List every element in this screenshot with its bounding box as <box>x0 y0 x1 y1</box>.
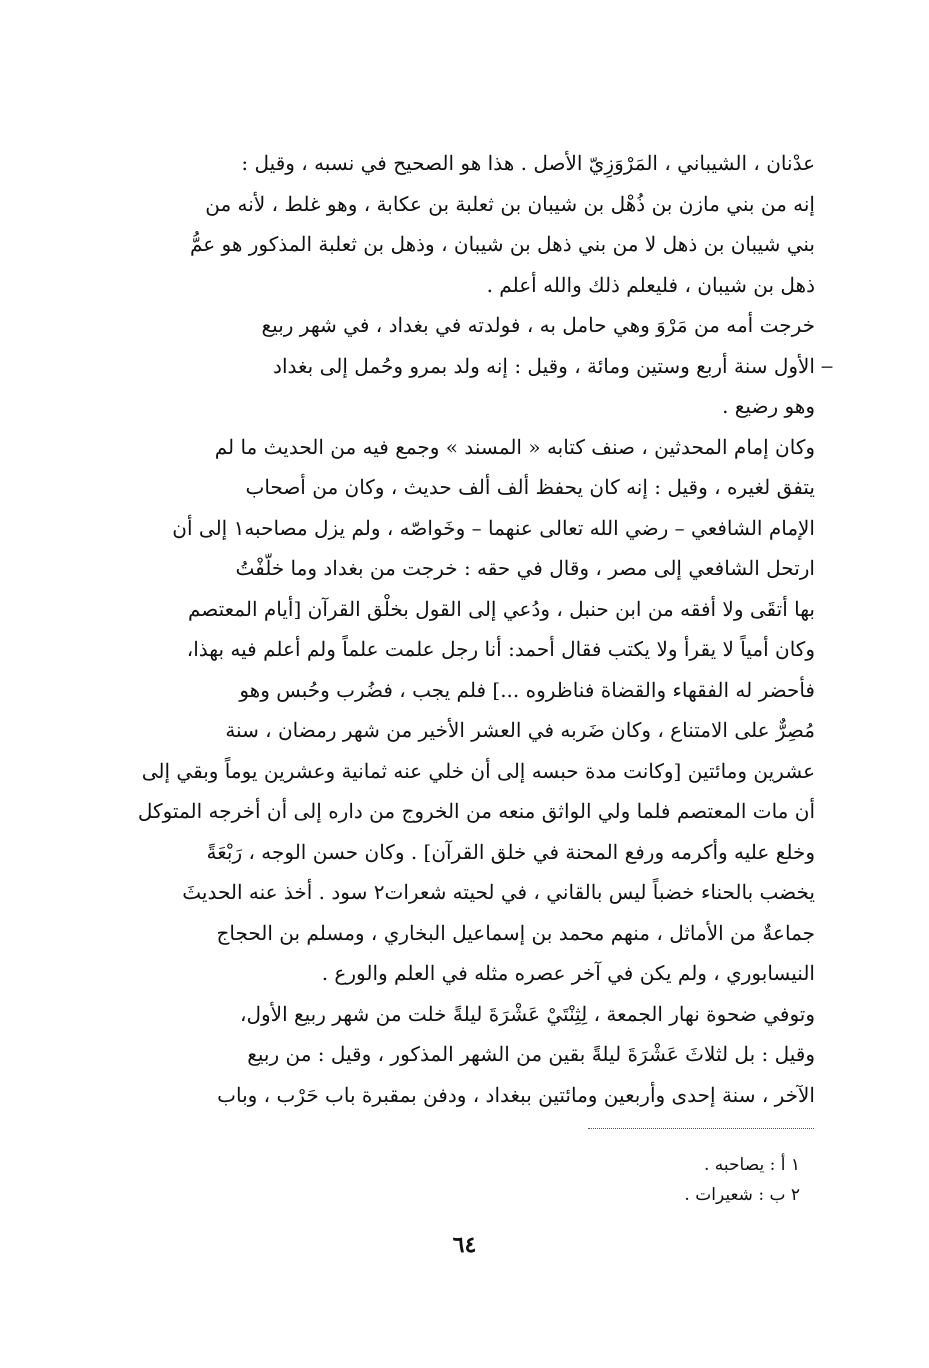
text-line-4: ذهل بن شيبان ، فليعلم ذلك والله أعلم . <box>486 272 815 297</box>
page-number: ٦٤ <box>452 1232 477 1258</box>
text-line-1: عدْنان ، الشيباني ، المَرْوَزِيّ الأصل . هذا هو الصحيح في نسبه ، وقيل : <box>241 151 815 175</box>
footnote-1: ١ أ : يصاحبه . <box>703 1155 800 1175</box>
text-line-20: جماعةٌ من الأماثل ، منهم محمد بن إسماعيل البخاري ، ومسلم بن الحجاج <box>216 920 815 945</box>
text-line-18: وخلع عليه وأكرمه ورفع المحنة في خلق القرآن] . وكان حسن الوجه ، رَبْعَةً <box>206 839 815 864</box>
text-line-6: الأول سنة أربع وستين ومائة ، وقيل : إنه ولد بمرو وحُمل إلى بغداد <box>273 353 815 378</box>
text-line-5: خرجت أمه من مَرْوَ وهي حامل به ، فولدته في بغداد ، في شهر ربيع <box>261 313 815 337</box>
text-line-8: وكان إمام المحدثين ، صنف كتابه « المسند » وجمع فيه من الحديث ما لم <box>214 434 815 459</box>
text-line-22: وتوفي ضحوة نهار الجمعة ، لِثِنْتَيْ عَشْرَةَ ليلةً خلت من شهر ربيع الأول، <box>240 1001 815 1026</box>
text-line-19: يخضب بالحناء خضباً ليس بالقاني ، في لحيته شعرات٢ سود . أخذ عنه الحديثَ <box>182 880 815 904</box>
text-line-3: بني شيبان بن ذهل لا من بني ذهل بن شيبان ، وذهل بن ثعلبة المذكور هو عمُّ <box>189 232 815 256</box>
text-line-24: الآخر ، سنة إحدى وأربعين ومائتين ببغداد ، ودفن بمقبرة باب حَرْب ، وباب <box>217 1082 815 1107</box>
main-text <box>100 143 815 1115</box>
text-line-21: النيسابوري ، ولم يكن في آخر عصره مثله في العلم والورع . <box>321 961 815 985</box>
text-line-7: وهو رضيع . <box>722 394 815 418</box>
text-line-10: الإمام الشافعي – رضي الله تعالى عنهما – وخَواصّه ، ولم يزل مصاحبه١ إلى أن <box>172 515 815 540</box>
text-line-17: أن مات المعتصم فلما ولي الواثق منعه من الخروج من داره إلى أن أخرجه المتوكل <box>137 799 815 823</box>
text-line-15: مُصِرٌّ على الامتناع ، وكان ضَربه في العشر الأخير من شهر رمضان ، سنة <box>225 718 815 742</box>
text-line-14: فأحضر له الفقهاء والقضاة فناظروه ...] فلم يجب ، فضُرب وحُبس وهو <box>239 677 815 702</box>
text-line-23: وقيل : بل لثلاثَ عَشْرَةَ ليلةً بقين من الشهر المذكور ، وقيل : من ربيع <box>247 1042 815 1066</box>
footnote-2: ٢ ب : شعيرات . <box>684 1185 800 1205</box>
text-line-11: ارتحل الشافعي إلى مصر ، وقال في حقه : خرجت من بغداد وما خلّفْتُ <box>235 556 815 580</box>
text-line-12: بها أتقَى ولا أفقه من ابن حنبل ، ودُعي إلى القول بخلْق القرآن [أيام المعتصم <box>187 596 815 621</box>
text-line-9: يتفق لغيره ، وقيل : إنه كان يحفظ ألف ألف حديث ، وكان من أصحاب <box>245 475 815 499</box>
text-line-2: إنه من بني مازن بن ذُهْل بن شيبان بن ثعلبة بن عكابة ، وهو غلط ، لأنه من <box>205 191 815 216</box>
margin-mark: ــ <box>821 352 833 373</box>
text-line-16: عشرين ومائتين [وكانت مدة حبسه إلى أن خلي عنه ثمانية وعشرين يوماً وبقي إلى <box>141 758 815 783</box>
text-line-13: وكان أمياً لا يقرأ ولا يكتب فقال أحمد: أنا رجل علمت علماً ولم أعلم فيه بهذا، <box>186 637 815 661</box>
footnote-separator <box>588 1128 814 1129</box>
footnotes <box>500 1150 800 1210</box>
